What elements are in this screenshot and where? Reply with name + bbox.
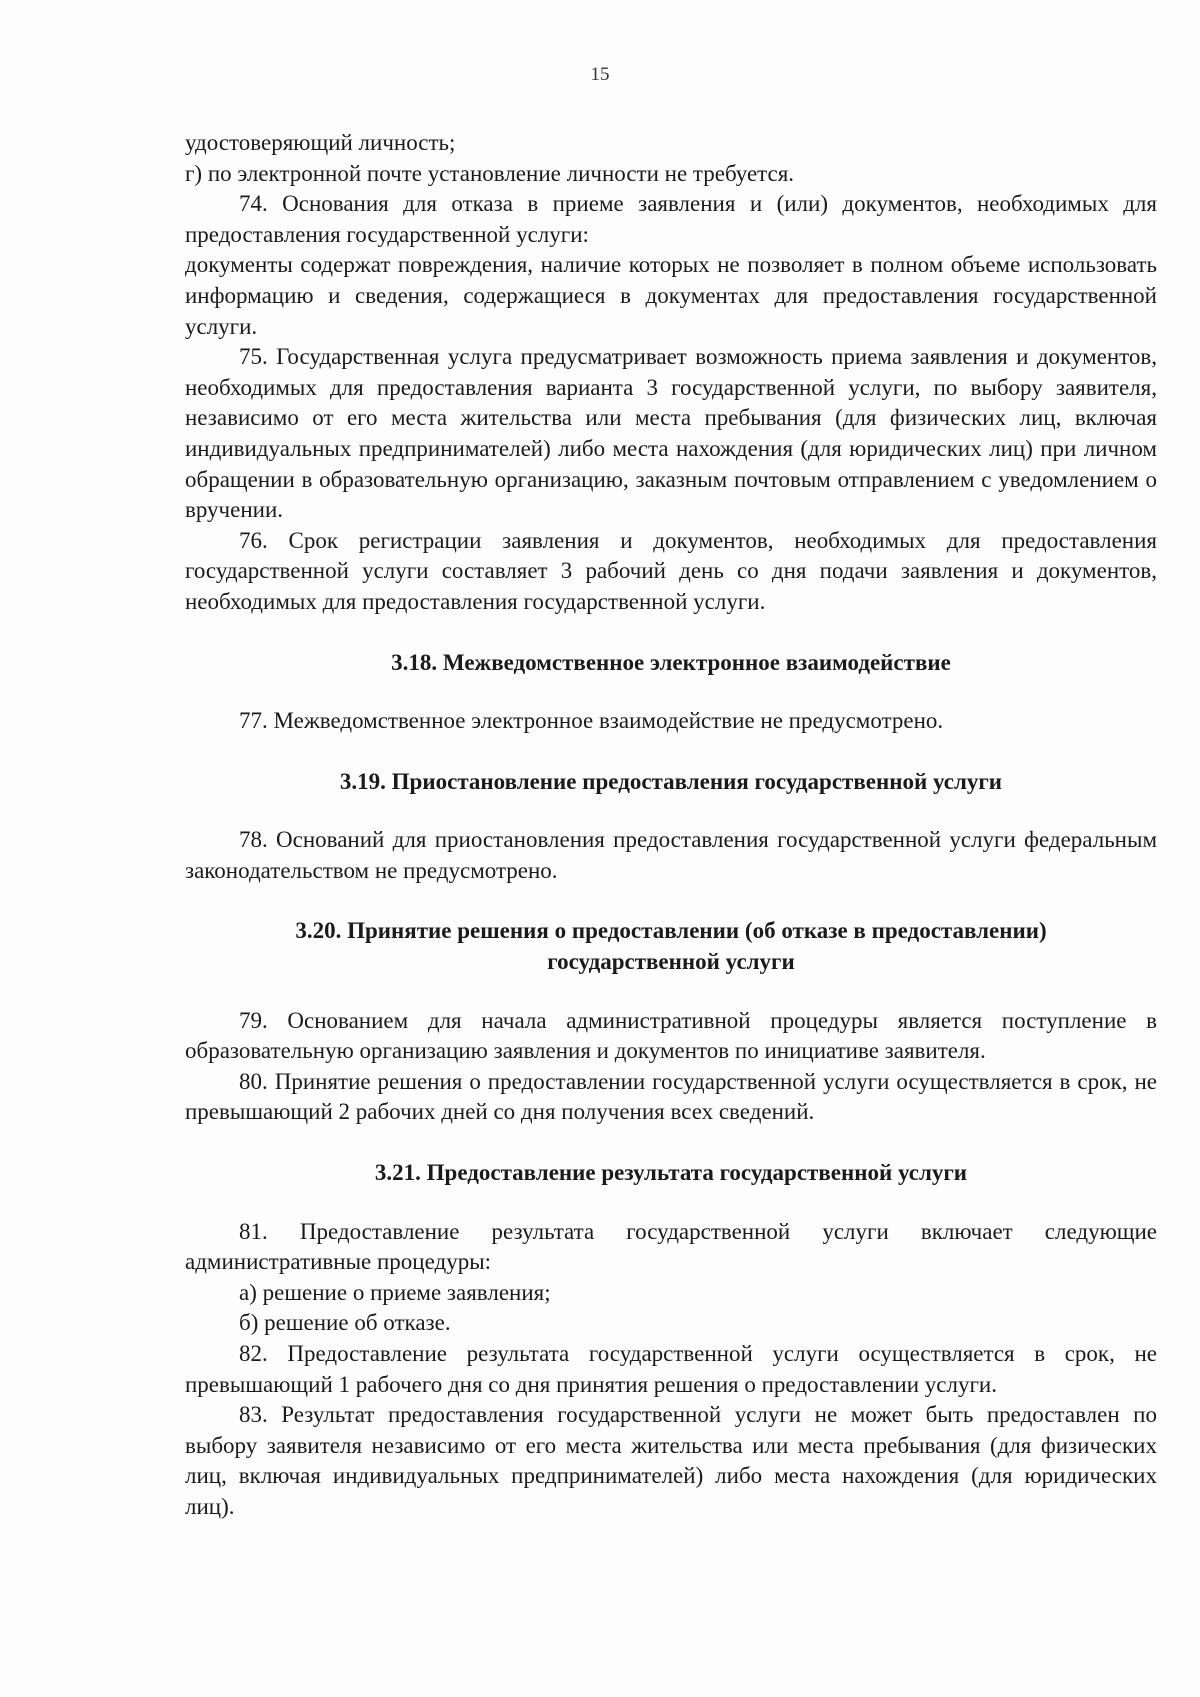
paragraph: 83. Результат предоставления государственной услуги не может быть предоставлен по выбору заявителя независимо от его места жительства или места пребывания (для физических лиц, включая индивидуальных предпринимателей) либо места нахождения (для юридических лиц).: [185, 1402, 1157, 1519]
section-heading-line: 3.18. Межведомственное электронное взаимодействие: [391, 649, 951, 675]
section-heading-line: 3.21. Предоставление результата государственной услуги: [374, 1160, 968, 1186]
paragraph: 81. Предоставление результата государственной услуги включает следующие административные процедуры:: [185, 1218, 1157, 1275]
section-heading-line: государственной услуги: [547, 949, 795, 975]
section-heading: [185, 916, 1157, 977]
paragraph: 76. Срок регистрации заявления и документов, необходимых для предоставления государственной услуги составляет 3 рабочий день со дня подачи заявления и документов, необходимых для предоставления государственной услуги.: [185, 527, 1157, 614]
paragraph: б) решение об отказе.: [239, 1310, 451, 1336]
document-body: [185, 128, 1157, 1523]
paragraph: 80. Принятие решения о предоставлении государственной услуги осуществляется в срок, не превышающий 2 рабочих дней со дня получения всех сведений.: [185, 1068, 1157, 1125]
section-heading-line: 3.20. Принятие решения о предоставлении (об отказе в предоставлении): [295, 918, 1047, 944]
paragraph: 79. Основанием для начала административной процедуры является поступление в образовательную организацию заявления и документов по инициативе заявителя.: [185, 1007, 1157, 1064]
section-heading: [185, 1158, 1157, 1189]
paragraph: 74. Основания для отказа в приеме заявления и (или) документов, необходимых для предоставления государственной услуги:: [185, 191, 1157, 247]
paragraph: 75. Государственная услуга предусматривает возможность приема заявления и документов, необходимых для предоставления варианта 3 государственной услуги, по выбору заявителя, независимо от его места жительства или места пребывания (для физических лиц, включая индивидуальных предпринимателей) либо места нахождения (для юридических лиц) при личном обращении в образовательную организацию, заказным почтовым отправлением с уведомлением о вручении.: [185, 344, 1157, 523]
paragraph: г) по электронной почте установление личности не требуется.: [185, 160, 795, 186]
page-number: 15: [590, 64, 610, 85]
paragraph: а) решение о приеме заявления;: [239, 1279, 551, 1305]
paragraph: удостоверяющий личность;: [185, 130, 456, 155]
paragraph: 82. Предоставление результата государственной услуги осуществляется в срок, не превышающий 1 рабочего дня со дня принятия решения о предоставлении услуги.: [185, 1341, 1157, 1397]
section-heading: [185, 767, 1157, 798]
section-heading: [185, 648, 1157, 679]
section-heading-line: 3.19. Приостановление предоставления государственной услуги: [339, 768, 1003, 794]
paragraph: документы содержат повреждения, наличие которых не позволяет в полном объеме использовать информацию и сведения, содержащиеся в документах для предоставления государственной услуги.: [185, 252, 1157, 339]
paragraph: 77. Межведомственное электронное взаимодействие не предусмотрено.: [239, 708, 944, 734]
paragraph: 78. Оснований для приостановления предоставления государственной услуги федеральным законодательством не предусмотрено.: [185, 827, 1157, 883]
